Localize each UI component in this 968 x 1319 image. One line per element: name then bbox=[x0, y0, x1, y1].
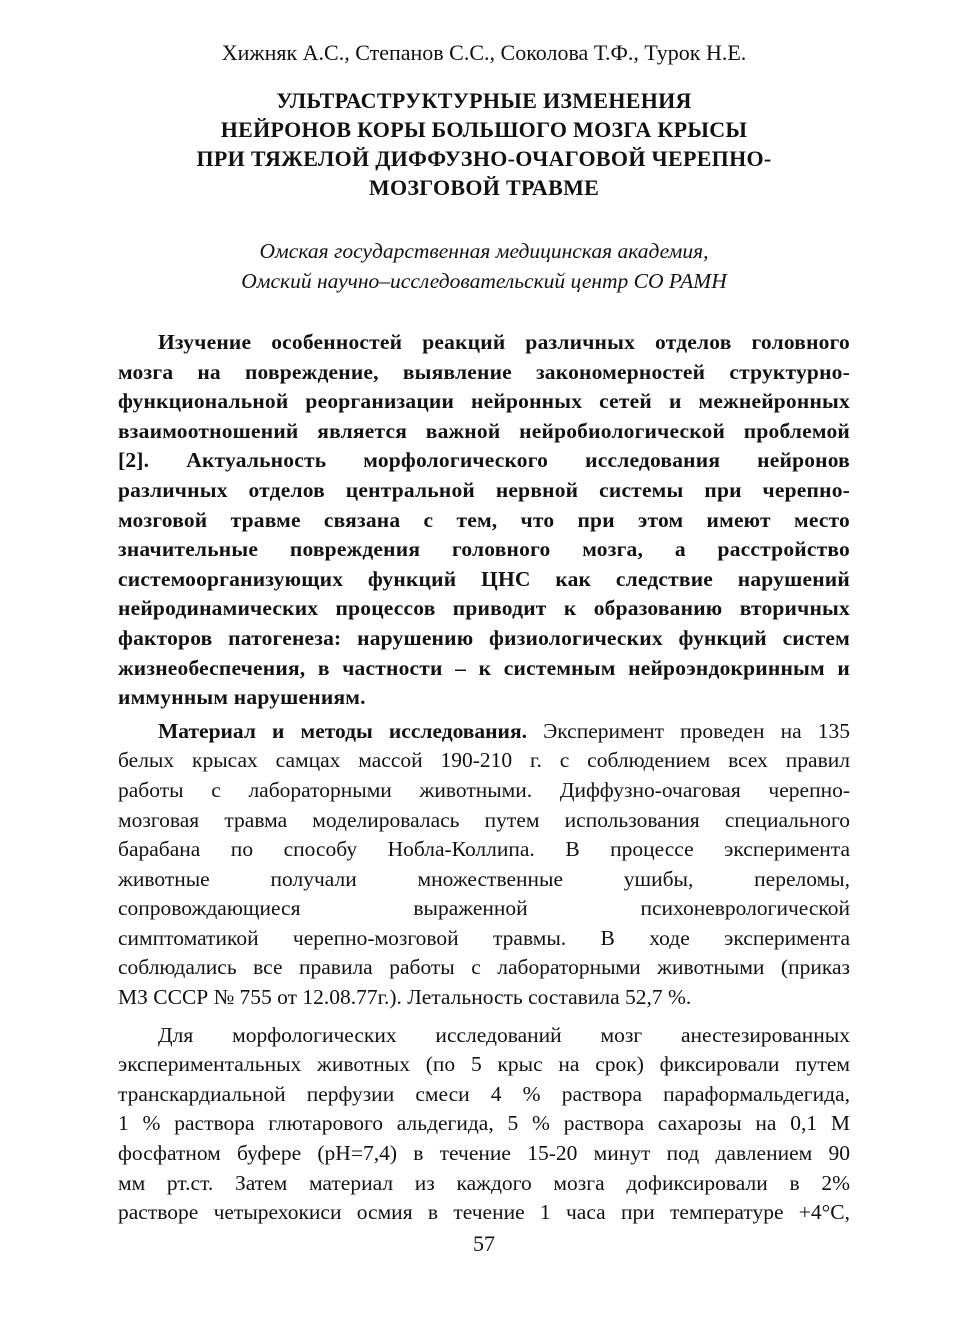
text-line: различных отделов центральной нервной системы при черепно- bbox=[118, 477, 850, 502]
text-line: факторов патогенеза: нарушению физиологических функций систем bbox=[118, 625, 850, 650]
text-line: мозговая травма моделировалась путем использования специального bbox=[118, 807, 850, 832]
title-line: НЕЙРОНОВ КОРЫ БОЛЬШОГО МОЗГА КРЫСЫ bbox=[220, 117, 748, 142]
authors: Хижняк А.С., Степанов С.С., Соколова Т.Ф., Турок Н.Е. bbox=[221, 40, 747, 65]
text-line: работы с лабораторными животными. Диффузно-очаговая черепно- bbox=[118, 777, 850, 802]
title-line: УЛЬТРАСТРУКТУРНЫЕ ИЗМЕНЕНИЯ bbox=[276, 88, 692, 113]
page-content bbox=[118, 38, 850, 1228]
text-line: жизнеобеспечения, в частности – к системным нейроэндокринным и bbox=[118, 655, 850, 680]
text-line: иммунным нарушениям. bbox=[118, 685, 366, 710]
text-line: мм рт.ст. Затем материал из каждого мозга дофиксировали в 2% bbox=[118, 1170, 850, 1195]
text-line: фосфатном буфере (pH=7,4) в течение 15-20 минут под давлением 90 bbox=[118, 1141, 850, 1166]
title-line: ПРИ ТЯЖЕЛОЙ ДИФФУЗНО-ОЧАГОВОЙ ЧЕРЕПНО- bbox=[196, 146, 772, 171]
text-line: симптоматикой черепно-мозговой травмы. В ходе эксперимента bbox=[118, 925, 850, 950]
text-line: Для морфологических исследований мозг анестезированных bbox=[158, 1022, 850, 1047]
paragraph-morphology bbox=[118, 1021, 850, 1228]
text-fragment: Эксперимент проведен на 135 bbox=[526, 718, 850, 743]
affiliation-line: Омский научно–исследовательский центр СО РАМН bbox=[241, 269, 727, 293]
text-line: растворе четырехокиси осмия в течение 1 часа при температуре +4°С, bbox=[118, 1200, 850, 1225]
text-line: МЗ СССР № 755 от 12.08.77г.). Летальность составила 52,7 %. bbox=[118, 985, 692, 1010]
text-line: белых крысах самцах массой 190-210 г. с соблюдением всех правил bbox=[118, 748, 850, 773]
text-line: взаимоотношений является важной нейробиологической проблемой bbox=[118, 418, 850, 443]
text-line: значительные повреждения головного мозга, а расстройство bbox=[118, 537, 850, 562]
text-line: сопровождающиеся выраженной психоневрологической bbox=[118, 896, 850, 921]
affiliation bbox=[118, 236, 850, 296]
paragraph-introduction bbox=[118, 328, 850, 713]
text-line: [2]. Актуальность морфологического исследования нейронов bbox=[118, 448, 850, 473]
text-line: нейродинамических процессов приводит к образованию вторичных bbox=[118, 596, 850, 621]
section-lead: Материал и методы исследования. bbox=[158, 718, 527, 743]
text-line: барабана по способу Нобла-Коллипа. В процессе эксперимента bbox=[118, 837, 850, 862]
paragraph-methods bbox=[118, 717, 850, 1013]
text-line: мозга на повреждение, выявление закономерностей структурно- bbox=[118, 359, 850, 384]
text-line: экспериментальных животных (по 5 крыс на срок) фиксировали путем bbox=[118, 1052, 850, 1077]
paper-title bbox=[148, 86, 820, 202]
text-line: Изучение особенностей реакций различных отделов головного bbox=[158, 330, 850, 354]
text-line: системоорганизующих функций ЦНС как следствие нарушений bbox=[118, 566, 850, 591]
page-number: 57 bbox=[473, 1231, 495, 1256]
title-line: МОЗГОВОЙ ТРАВМЕ bbox=[368, 175, 600, 200]
affiliation-line: Омская государственная медицинская академия, bbox=[259, 239, 709, 263]
text-line: 1 % раствора глютарового альдегида, 5 % раствора сахарозы на 0,1 М bbox=[118, 1111, 850, 1136]
text-line bbox=[118, 717, 850, 747]
text-line: транскардиальной перфузии смеси 4 % раствора параформальдегида, bbox=[118, 1081, 850, 1106]
text-line: функциональной реорганизации нейронных сетей и межнейронных bbox=[118, 389, 850, 414]
text-line: соблюдались все правила работы с лабораторными животными (приказ bbox=[118, 955, 850, 980]
text-line: животные получали множественные ушибы, переломы, bbox=[118, 866, 850, 891]
text-line: мозговой травме связана с тем, что при этом имеют место bbox=[118, 507, 850, 532]
